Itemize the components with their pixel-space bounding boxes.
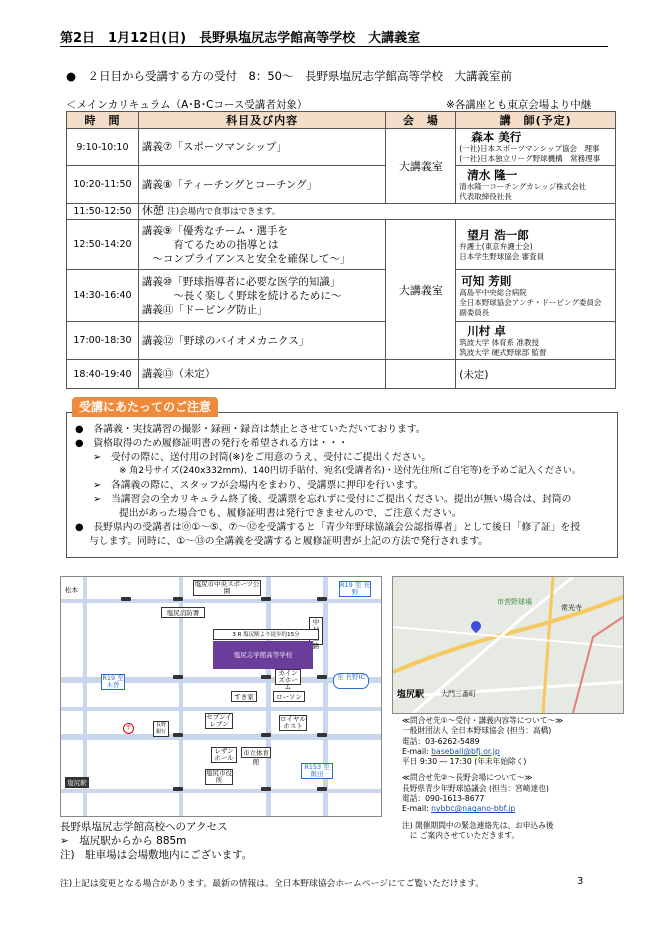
lecturer-affil: 筑波大学 体育系 准教授 bbox=[459, 337, 540, 347]
notice-line: 与します。同時に、①～⑬の全講義を受講すると履修証明書が上記の方法で発行されます。 bbox=[89, 536, 489, 547]
row-time: 18:40-19:40 bbox=[67, 360, 139, 389]
area-map bbox=[392, 576, 624, 714]
lecturer-affil: 代表取締役社長 bbox=[459, 191, 512, 201]
break-label: 休憩 bbox=[141, 204, 164, 217]
lecturer-affil: 日本学生野球協会 審査員 bbox=[459, 251, 545, 261]
page-number: 3 bbox=[577, 876, 584, 887]
row-time: 11:50-12:50 bbox=[67, 204, 139, 220]
contact-email-row bbox=[402, 804, 563, 814]
traffic-light-icon bbox=[173, 675, 183, 679]
schedule-table bbox=[66, 111, 616, 389]
traffic-light-icon bbox=[173, 787, 183, 791]
lecturer-cell bbox=[456, 270, 616, 322]
subject-line: ～コンプライアンスと安全を確保して～」 bbox=[141, 252, 351, 265]
parking-note: 注) 駐車場は会場敷地内にございます。 bbox=[60, 849, 253, 861]
access-distance: ➢ 塩尻駅からから 885m bbox=[60, 835, 187, 847]
break-note: 注)会場内で食事はできます。 bbox=[167, 207, 281, 217]
contact-line: 電話：090-1613-8677 bbox=[402, 794, 485, 804]
map-place: 中 路 bbox=[309, 617, 323, 645]
contact-info bbox=[402, 716, 563, 841]
footer-note: 注)上記は変更となる場合があります。最新の情報は、全日本野球協会ホームページにてご覧いただけます。 bbox=[60, 879, 485, 889]
contact-line: に ご案内させていただきます。 bbox=[402, 830, 520, 840]
lecturer-affil: (一社)日本スポーツマンシップ協会 理事 bbox=[459, 144, 600, 153]
subject-line: 講義⑨「優秀なチーム・選手を bbox=[141, 224, 288, 237]
email-link-1[interactable]: baseball@bfj.or.jp bbox=[431, 746, 500, 756]
access-map bbox=[60, 576, 382, 817]
lecturer-name: 森本 美行 bbox=[471, 130, 522, 144]
map-place: 長野銀行 bbox=[153, 721, 169, 737]
road bbox=[61, 789, 381, 793]
lecturer-name: 望月 浩一郎 bbox=[467, 227, 529, 242]
reception-info: ● ２日目から受講する方の受付 8：50～ 長野県塩尻志学館高等学校 大講義室前 bbox=[66, 69, 512, 83]
lecturer-affil: 高島平中央総合病院 bbox=[459, 287, 527, 297]
lecturer-affil: 清水隆一コーチングカレッジ株式会社 bbox=[459, 181, 587, 191]
contact-line: ≪問合せ先①～受付・講義内容等について～≫ bbox=[402, 716, 564, 725]
row-time: 14:30-16:40 bbox=[67, 270, 139, 322]
contact-line: ≪問合せ先②～長野会場について～≫ bbox=[402, 773, 533, 783]
notice-line: 提出があった場合でも、履修証明書は発行できませんので、ご注意ください。 bbox=[119, 508, 462, 519]
lecturer-affil: 筑波大学 硬式野球部 監督 bbox=[459, 347, 547, 357]
traffic-light-icon bbox=[317, 787, 327, 791]
area-map-label: 市営野球場 bbox=[497, 598, 532, 606]
map-place: ロイヤルホスト bbox=[280, 715, 306, 730]
road bbox=[61, 599, 381, 603]
lecturer-cell bbox=[456, 322, 616, 360]
header-subject: 科目及び内容 bbox=[138, 112, 385, 129]
row-time: 17:00-18:30 bbox=[67, 322, 139, 360]
notice-line: ● 資格取得のため履修証明書の発行を希望される方は・・・ bbox=[75, 438, 349, 449]
school-marker: 塩尻志学館高等学校 bbox=[213, 641, 313, 669]
curriculum-note: ※各講座とも東京会場より中継 bbox=[446, 99, 592, 111]
road bbox=[61, 734, 381, 740]
contact-line: 一般財団法人 全日本野球協会 (担当：高橋) bbox=[402, 726, 552, 736]
area-map-label: 塩尻駅 bbox=[397, 690, 425, 700]
route-sign: R153 至 飯田 bbox=[301, 763, 333, 779]
curriculum-label: ＜メインカリキュラム（A･B･Cコース受講者対象） bbox=[66, 99, 308, 111]
map-place: レザンホール bbox=[211, 747, 237, 763]
contact-email-row bbox=[402, 747, 563, 757]
row-subject: 講義⑫「野球のバイオメカニクス」 bbox=[138, 322, 385, 360]
lecturer-cell bbox=[456, 129, 616, 166]
row-time: 10:20-11:50 bbox=[67, 166, 139, 204]
header-time: 時 間 bbox=[67, 112, 139, 129]
traffic-light-icon bbox=[173, 597, 183, 601]
lecturer-undecided: (未定) bbox=[456, 360, 616, 389]
notice-line: ● 長野県内の受講者は⓪①～⑤、⑦～⑫を受講すると「青少年野球協議会公認指導者」として後日「修了証」を授 bbox=[75, 522, 581, 533]
road bbox=[266, 577, 271, 816]
route-sign: 至 長野IC bbox=[333, 673, 369, 689]
map-place: すき家 bbox=[231, 691, 257, 702]
page-heading: 第2日 1月12日(日) 長野県塩尻志学館高等学校 大講義室 bbox=[60, 31, 421, 46]
area-map-label: 常光寺 bbox=[561, 604, 582, 612]
venue-cell: 大講義室 bbox=[386, 220, 456, 360]
header-venue: 会 場 bbox=[386, 112, 456, 129]
map-place: 市立体育館 bbox=[243, 749, 269, 766]
venue-cell: 大講義室 bbox=[386, 129, 456, 204]
notice-line: ● 各講義・実技講習の撮影・録画・録音は禁止とさせていただいております。 bbox=[75, 424, 426, 435]
email-label: E-mail: bbox=[402, 746, 432, 756]
contact-line: 長野県青少年野球協議会 (担当：宮崎達也) bbox=[402, 783, 549, 793]
map-place: ローソン bbox=[273, 691, 305, 702]
lecturer-name: 清水 隆一 bbox=[467, 167, 518, 182]
row-subject: 講義⑧「ティーチングとコーチング」 bbox=[138, 166, 385, 204]
email-link-2[interactable]: nybbc@nagano-bbf.jp bbox=[431, 804, 516, 814]
traffic-light-icon bbox=[261, 597, 271, 601]
map-place: セブンイレブン bbox=[206, 713, 232, 728]
traffic-light-icon bbox=[261, 733, 271, 737]
walk-note: 3 R 塩尻駅より徒歩約15分 bbox=[213, 629, 319, 640]
area-map-label: 大門三番町 bbox=[441, 690, 476, 698]
map-place: 塩尻市中央スポーツ公園 bbox=[194, 580, 260, 595]
break-row bbox=[138, 204, 615, 220]
traffic-light-icon bbox=[317, 597, 327, 601]
notice-line: ※ 角2号サイズ(240x332mm)、140円切手貼付、宛名(受講者名)・送付先住所(ご自宅等)を予めご記入ください。 bbox=[119, 466, 581, 476]
lecturer-affil: (一社)日本独立リーグ野球機構 常務理事 bbox=[459, 154, 601, 163]
row-time: 9:10-10:10 bbox=[67, 129, 139, 166]
lecturer-affil: 副委員長 bbox=[459, 307, 490, 317]
notice-line: ➢ 受付の際に、送付用の封筒(※)をご用意のうえ、受付にご提出ください。 bbox=[93, 452, 432, 463]
access-title: 長野県塩尻志学館高校へのアクセス bbox=[60, 821, 228, 833]
access-info bbox=[60, 820, 252, 862]
lecturer-name: 川村 卓 bbox=[467, 323, 506, 338]
traffic-light-icon bbox=[121, 597, 131, 601]
subject-line: 育てるための指導とは bbox=[141, 238, 279, 251]
traffic-light-icon bbox=[261, 675, 271, 679]
traffic-light-icon bbox=[317, 733, 327, 737]
row-subject bbox=[138, 270, 385, 322]
notice-line: ➢ 各講義の際に、スタッフが会場内をまわり、受講票に押印を行います。 bbox=[93, 480, 424, 491]
contact-line: 電話：03-6262-5489 bbox=[402, 736, 480, 746]
lecturer-affil: 弁護士(東京弁護士会) bbox=[459, 241, 533, 251]
subject-line: ～長く楽しく野球を続けるために～ bbox=[141, 289, 342, 302]
row-subject: 講義⑬（未定） bbox=[138, 360, 385, 389]
map-label: 松本 bbox=[65, 586, 78, 594]
station-marker: 塩尻駅 bbox=[65, 777, 89, 788]
traffic-light-icon bbox=[173, 733, 183, 737]
notice-line: ➢ 当講習会の全カリキュラム終了後、受講票を忘れずに受付にご提出ください。提出が無い場合は、封筒の bbox=[93, 494, 572, 505]
row-subject: 講義⑦「スポーツマンシップ」 bbox=[138, 129, 385, 166]
road bbox=[61, 707, 381, 711]
subject-line: 講義⑩「野球指導者に必要な医学的知識」 bbox=[141, 275, 341, 288]
police-icon: 〒 bbox=[123, 723, 134, 734]
notice-box bbox=[66, 412, 618, 558]
map-place: 塩尻消防署 bbox=[161, 607, 205, 618]
lecturer-cell bbox=[456, 166, 616, 204]
contact-line: 注) 開催期間中の緊急連絡先は、お申込み後 bbox=[402, 820, 554, 830]
map-place: 塩尻市役所 bbox=[206, 769, 232, 784]
header-lecturer: 講 師(予定) bbox=[456, 112, 616, 129]
route-sign: R19 至 長野 bbox=[340, 581, 370, 596]
road bbox=[323, 577, 328, 816]
heading-rule bbox=[60, 46, 608, 47]
contact-line: 平日 9:30 ― 17:30 (年末年始除く) bbox=[402, 757, 527, 767]
lecturer-affil: 全日本野球協会アンチ・ドーピング委員会 bbox=[459, 297, 602, 307]
notice-title: 受講にあたってのご注意 bbox=[72, 397, 218, 417]
venue-empty bbox=[386, 360, 456, 389]
row-subject bbox=[138, 220, 385, 270]
email-label: E-mail: bbox=[402, 804, 432, 814]
subject-line: 講義⑪「ドーピング防止」 bbox=[141, 303, 268, 316]
route-sign: R19 至 木曽 bbox=[102, 674, 124, 689]
lecturer-cell bbox=[456, 220, 616, 270]
traffic-light-icon bbox=[261, 787, 271, 791]
lecturer-name: 可知 芳則 bbox=[461, 273, 512, 288]
row-time: 12:50-14:20 bbox=[67, 220, 139, 270]
traffic-light-icon bbox=[317, 675, 327, 679]
map-place: カインズホーム bbox=[275, 669, 301, 685]
